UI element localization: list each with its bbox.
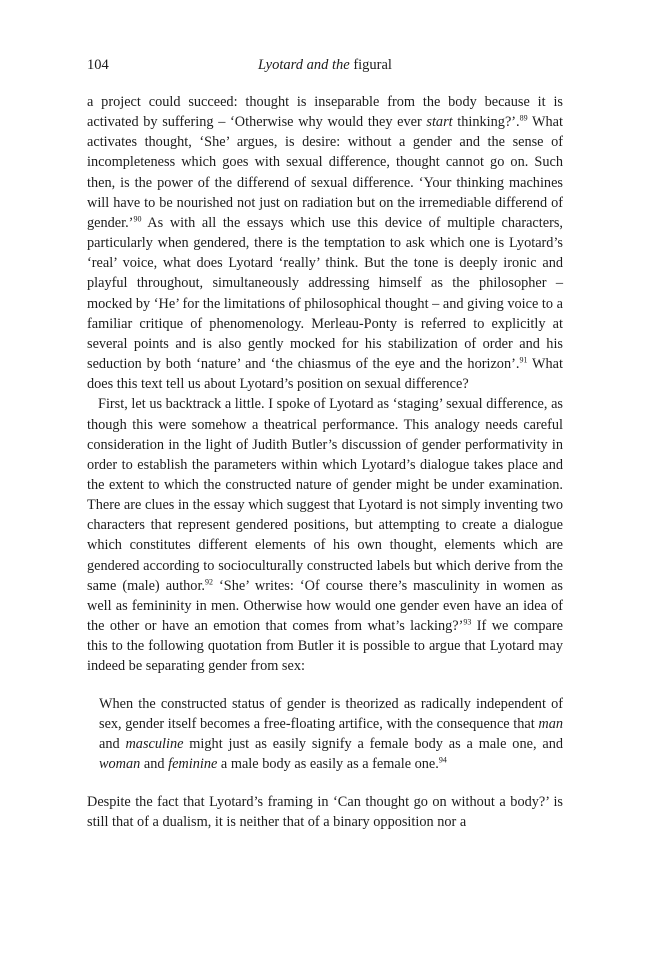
text-run: a project could succeed: thought is inseparable from the body because it is activated by suffering – ‘Otherwise why would they ever	[87, 94, 563, 131]
text-run: Despite the fact that Lyotard’s framing in ‘Can thought go on without a body?’ is still that of a dualism, it is neither that of a binary opposition nor a	[87, 794, 563, 831]
block-quote	[99, 694, 563, 775]
running-title-italic: Lyotard and the	[258, 57, 350, 73]
text-run: and	[99, 735, 126, 752]
footnote-ref: 93	[463, 617, 472, 627]
text-run: As with all the essays which use this device of multiple characters, particularly when gendered, there is the temptation to ask which one is Lyotard’s ‘real’ voice, what does Lyotard ‘really’ think. But the tone is deeply ironic and playful throughout, simultaneously addressing himself as the philosopher – mocked by ‘He’ for the limitations of philosophical thought – and giving voice to a familiar critique of phenomenology. Merleau-Ponty is referred to explicitly at several points and is also gently mocked for his stabilization of order and his seduction by both ‘nature’ and ‘the chiasmus of the eye and the horizon’.	[87, 214, 563, 373]
running-title-roman: figural	[353, 57, 392, 73]
italic-text: start	[426, 114, 453, 131]
italic-text: woman	[99, 756, 141, 772]
body-text	[87, 92, 563, 832]
text-run: and	[140, 756, 169, 772]
text-run: When the constructed status of gender is theorized as radically independent of sex, gender itself becomes a free-floating artifice, with the consequence that	[99, 695, 563, 732]
footnote-ref: 89	[519, 113, 528, 123]
running-title	[87, 57, 563, 74]
text-run: a male body as easily as a female one.	[217, 756, 439, 772]
text-run: If we compare this to the following quotation from Butler it is possible to argue that Lyotard may indeed be separating gender from sex:	[87, 618, 563, 675]
footnote-ref: 90	[133, 214, 142, 224]
paragraph	[87, 792, 563, 832]
text-run: First, let us backtrack a little. I spoke of Lyotard as ‘staging’ sexual difference, as though this were somehow a theatrical performance. This analogy needs careful consideration in the light of Judith Butler’s discussion of gender performativity in order to establish the parameters within which Lyotard’s dialogue takes place and the extent to which the constructed nature of gender might be under examination. There are clues in the essay which suggest that Lyotard is not simply inventing two characters that represent gendered positions, but attempting to create a dialogue which constitutes different elements of his own thought, elements which are gendered according to socioculturally constructed labels but which derive from the same (male) author.	[87, 396, 563, 594]
footnote-ref: 91	[519, 355, 528, 365]
italic-text: feminine	[168, 756, 218, 772]
italic-text: masculine	[125, 735, 184, 752]
text-run: What activates thought, ‘She’ argues, is desire: without a gender and the sense of incompleteness which goes with sexual difference, thought cannot go on. Such then, is the power of the differend of sexual difference. ‘Your thinking machines will have to be nourished not just on radiation but on the irremediable differend of gender.’	[87, 114, 563, 231]
paragraph	[87, 394, 563, 676]
running-header	[87, 57, 563, 77]
page-number: 104	[87, 57, 109, 73]
text-run: ‘She’ writes: ‘Of course there’s masculinity in women as well as femininity in men. Otherwise how would one gender even have an idea of the other or have an emotion that comes from what’s lacking?’	[87, 577, 563, 635]
footnote-ref: 92	[205, 577, 214, 587]
footnote-ref: 94	[438, 755, 447, 765]
text-run: thinking?’.	[452, 114, 520, 131]
text-run: might just as easily signify a female body as a male one, and	[183, 735, 564, 752]
text-run: What does this text tell us about Lyotard’s position on sexual difference?	[87, 356, 563, 393]
italic-text: man	[538, 715, 563, 732]
paragraph	[87, 92, 563, 394]
